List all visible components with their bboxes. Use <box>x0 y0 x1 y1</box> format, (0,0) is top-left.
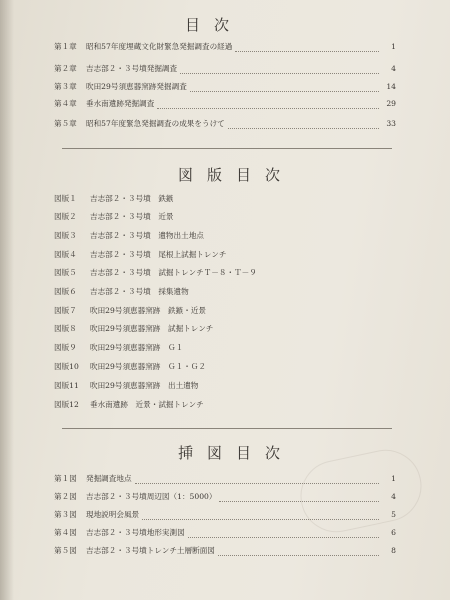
toc-page: 14 <box>386 82 396 91</box>
toc-text: 吉志部２・３号墳発掘調査 <box>86 64 178 73</box>
figures-heading: 挿図目次 <box>178 444 295 462</box>
toc-label: 第１章 <box>54 42 77 51</box>
figure-text: 吉志部２・３号墳地形実測図 <box>86 528 185 537</box>
leader-dots <box>190 83 379 92</box>
leader-dots <box>180 65 379 74</box>
binding-shadow <box>0 0 14 600</box>
figure-page: 1 <box>391 474 396 483</box>
figure-row <box>54 544 396 558</box>
plate-label: 図版７ <box>54 306 77 315</box>
plate-text: 吹田29号須恵器窯跡 Ｇ１ <box>90 343 184 352</box>
plate-row <box>54 398 396 412</box>
toc-row <box>54 80 396 94</box>
figure-label: 第３図 <box>54 510 77 519</box>
plate-text: 吹田29号須恵器窯跡 Ｇ１・Ｇ２ <box>90 362 206 371</box>
plate-text: 吹田29号須恵器窯跡 出土遺物 <box>90 381 199 390</box>
figure-page: 6 <box>391 528 396 537</box>
plate-text: 吉志部２・３号墳 遺物出土地点 <box>90 231 204 240</box>
plate-row <box>54 322 396 336</box>
leader-dots <box>235 43 379 52</box>
toc-page: 4 <box>391 64 396 73</box>
plate-label: 図版６ <box>54 287 77 296</box>
figure-label: 第４図 <box>54 528 77 537</box>
toc-page: 33 <box>386 119 396 128</box>
toc-text: 昭和57年度埋蔵文化財緊急発掘調査の経過 <box>86 42 233 51</box>
plate-row <box>54 210 396 224</box>
plate-text: 吉志部２・３号墳 近景 <box>90 212 174 221</box>
figure-page: 8 <box>391 546 396 555</box>
toc-page: 29 <box>386 99 396 108</box>
plate-row <box>54 304 396 318</box>
figure-text: 発掘調査地点 <box>86 474 132 483</box>
figure-text: 吉志部２・３号墳周辺図（1：5000） <box>86 492 217 501</box>
section-divider <box>62 148 392 149</box>
leader-dots <box>142 511 379 520</box>
figure-page: 5 <box>391 510 396 519</box>
plate-row <box>54 229 396 243</box>
plate-row <box>54 360 396 374</box>
plate-label: 図版９ <box>54 343 77 352</box>
plate-text: 吉志部２・３号墳 試掘トレンチＴ－８・Ｔ－９ <box>90 268 257 277</box>
figure-text: 現地説明会風景 <box>86 510 140 519</box>
plate-text: 吹田29号須恵器窯跡 試掘トレンチ <box>90 324 214 333</box>
plate-text: 垂水南遺跡 近景・試掘トレンチ <box>90 400 204 409</box>
leader-dots <box>218 547 379 556</box>
section-divider <box>62 428 392 429</box>
plate-label: 図版８ <box>54 324 77 333</box>
toc-label: 第５章 <box>54 119 77 128</box>
figure-row <box>54 490 396 504</box>
plate-row <box>54 341 396 355</box>
plate-label: 図版２ <box>54 212 77 221</box>
plates-heading: 図版目次 <box>178 166 295 184</box>
plate-row <box>54 266 396 280</box>
toc-page: 1 <box>391 42 396 51</box>
plate-label: 図版５ <box>54 268 77 277</box>
figure-page: 4 <box>391 492 396 501</box>
leader-dots <box>228 120 379 129</box>
leader-dots <box>157 100 379 109</box>
plate-label: 図版10 <box>54 362 79 371</box>
plate-row <box>54 192 396 206</box>
plate-row <box>54 285 396 299</box>
toc-row <box>54 97 396 111</box>
toc-label: 第４章 <box>54 99 77 108</box>
plate-text: 吉志部２・３号墳 鉄鏃 <box>90 194 174 203</box>
figure-label: 第５図 <box>54 546 77 555</box>
figure-row <box>54 526 396 540</box>
plate-label: 図版３ <box>54 231 77 240</box>
toc-text: 垂水南遺跡発掘調査 <box>86 99 155 108</box>
leader-dots <box>135 475 379 484</box>
toc-row <box>54 62 396 76</box>
toc-text: 昭和57年度緊急発掘調査の成果をうけて <box>86 119 225 128</box>
figure-label: 第１図 <box>54 474 77 483</box>
plate-label: 図版11 <box>54 381 79 390</box>
toc-row <box>54 40 396 54</box>
plate-label: 図版１ <box>54 194 77 203</box>
plate-label: 図版12 <box>54 400 79 409</box>
figure-row <box>54 508 396 522</box>
plate-text: 吉志部２・３号墳 尾根上試掘トレンチ <box>90 250 227 259</box>
figure-text: 吉志部２・３号墳トレンチ土層断面図 <box>86 546 215 555</box>
plate-row <box>54 379 396 393</box>
toc-label: 第２章 <box>54 64 77 73</box>
toc-heading: 目次 <box>185 16 244 34</box>
plate-label: 図版４ <box>54 250 77 259</box>
leader-dots <box>219 493 379 502</box>
figure-row <box>54 472 396 486</box>
toc-text: 吹田29号須恵器窯跡発掘調査 <box>86 82 187 91</box>
toc-row <box>54 117 396 131</box>
leader-dots <box>188 529 379 538</box>
toc-label: 第３章 <box>54 82 77 91</box>
plate-text: 吹田29号須恵器窯跡 鉄鏃・近景 <box>90 306 206 315</box>
plate-text: 吉志部２・３号墳 採集遺物 <box>90 287 189 296</box>
plate-row <box>54 248 396 262</box>
figure-label: 第２図 <box>54 492 77 501</box>
